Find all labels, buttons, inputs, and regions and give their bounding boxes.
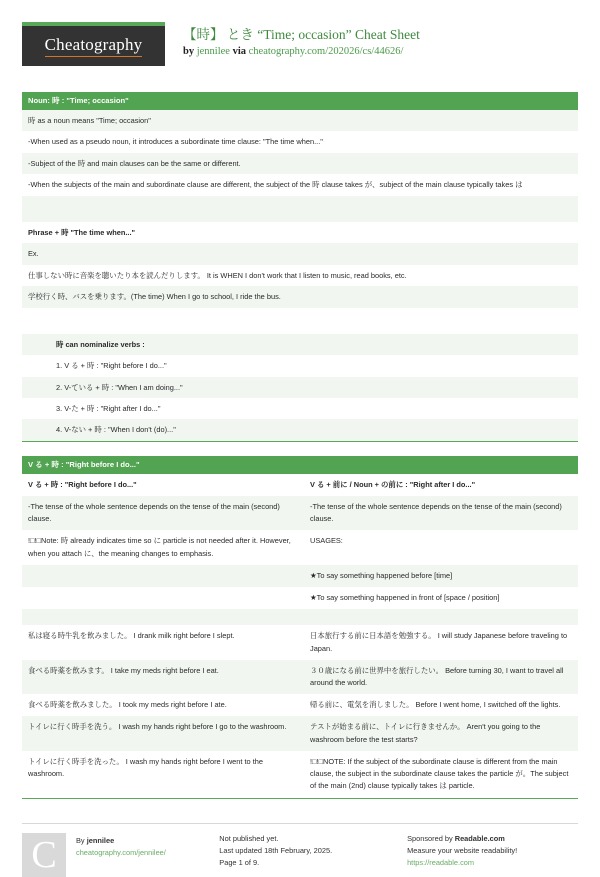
table-cell-right: USAGES:	[310, 536, 343, 546]
table-cell-right: ３０歳になる前に世界中を旅行したい。 Before turning 30, I want to travel all around the world.	[310, 665, 564, 687]
byline-via: via	[229, 46, 249, 58]
table-cell-left: -The tense of the whole sentence depends on the tense of the main (second) clause.	[28, 502, 280, 524]
table-cell-left	[22, 565, 300, 587]
section-rows	[22, 110, 578, 441]
footer-author-meta	[66, 833, 166, 877]
table-row	[22, 625, 578, 659]
page-header	[22, 22, 578, 78]
footer-by-label: By	[76, 835, 87, 845]
table-cell-left	[22, 587, 300, 609]
table-cell-left: トイレに行く時手を洗う。 I wash my hands right before I go to the washroom.	[28, 722, 287, 732]
content-row: -When the subjects of the main and subordinate clause are different, the subject of the 時 clause takes が、subject of the main clause typically takes は	[22, 174, 578, 195]
content-row-heading: 時 can nominalize verbs :	[22, 334, 578, 355]
sponsor-prefix: Sponsored by	[407, 833, 455, 843]
table-cell-right: ★To say something happened before [time]	[310, 570, 453, 580]
content-row: 3. V-た + 時 : "Right after I do..."	[22, 398, 578, 419]
table-cell-right: V る + 前に / Noun + の前に : "Right after I do..."	[310, 479, 476, 489]
source-url-link[interactable]: cheatography.com/202026/cs/44626/	[248, 46, 404, 58]
spacer-row	[22, 609, 578, 625]
footer-author-name: jennilee	[86, 835, 115, 845]
table-cell-left: V る + 時 : "Right before I do..."	[28, 479, 137, 489]
footer-sponsor-column	[393, 823, 578, 877]
table-row	[22, 716, 578, 750]
content-row: 学校行く時、バスを乗ります。(The time) When I go to school, I ride the bus.	[22, 286, 578, 307]
sponsor-name: Readable.com	[454, 833, 505, 843]
cheatography-logo[interactable]	[22, 22, 165, 66]
section-noun-toki	[22, 92, 578, 442]
content-row: -When used as a pseudo noun, it introduces a subordinate time clause: "The time when..."	[22, 131, 578, 152]
table-row	[22, 694, 578, 716]
table-row	[22, 751, 578, 798]
footer-author-column	[22, 823, 205, 877]
table-row	[22, 587, 578, 609]
table-cell-left: 食べる時薬を飲みました。 I took my meds right before I ate.	[28, 700, 227, 710]
content-row: 時 as a noun means "Time; occasion"	[22, 110, 578, 131]
cheatography-logo-text: Cheatography	[45, 35, 143, 57]
table-row	[22, 496, 578, 530]
publish-status: Not published yet.	[219, 833, 279, 843]
spacer-row	[22, 196, 578, 222]
sponsor-link[interactable]: https://readable.com	[407, 857, 475, 867]
sponsor-line	[407, 833, 578, 845]
sponsor-tagline: Measure your website readability!	[407, 845, 518, 855]
table-cell-left: トイレに行く時手を洗った。 I wash my hands right before I went to the washroom.	[28, 756, 263, 779]
table-cell-right	[300, 609, 578, 625]
author-link[interactable]: jennilee	[196, 46, 230, 58]
content-row: -Subject of the 時 and main clauses can be the same or different.	[22, 153, 578, 174]
byline-prefix: by	[183, 46, 197, 58]
content-row: 4. V-ない + 時 : "When I don't (do)..."	[22, 419, 578, 440]
section-vru-toki	[22, 456, 578, 799]
table-cell-left: 食べる時薬を飲みます。 I take my meds right before I eat.	[28, 665, 219, 675]
content-row: 2. V-ている + 時 : "When I am doing..."	[22, 377, 578, 398]
section-two-column-table	[22, 474, 578, 798]
last-updated: Last updated 18th February, 2025.	[219, 845, 333, 855]
table-cell-right: テストが始まる前に、トイレに行きませんか。 Aren't you going to the washroom before the test starts?	[310, 722, 541, 744]
content-row: 1. V る + 時 : "Right before I do..."	[22, 355, 578, 376]
table-cell-left: 私は寝る時牛乳を飲みました。 I drank milk right before I slept.	[28, 631, 235, 641]
table-row	[22, 660, 578, 694]
footer-by-line	[76, 835, 166, 847]
table-cell-right: !□!□NOTE: If the subject of the subordinate clause is different from the main clause, the subject in the subordinate clause takes the particle が。The subject of the main (2nd) clause typically takes は particle.	[310, 756, 569, 791]
table-row	[22, 565, 578, 587]
table-row	[22, 530, 578, 564]
page-number: Page 1 of 9.	[219, 857, 260, 867]
byline	[183, 46, 420, 57]
table-cell-right: ★To say something happened in front of [space / position]	[310, 593, 500, 603]
page-title: 【時】 とき “Time; occasion” Cheat Sheet	[183, 27, 420, 42]
table-row	[22, 474, 578, 496]
table-cell-right: -The tense of the whole sentence depends on the tense of the main (second) clause.	[310, 502, 562, 524]
section-title: V る + 時 : "Right before I do..."	[22, 456, 578, 474]
page-footer	[22, 813, 578, 877]
cheatography-c-icon: C	[22, 833, 66, 877]
content-row: 仕事しない時に音楽を聴いたり本を読んだりします。 It is WHEN I don't work that I listen to music, read books, etc.	[22, 265, 578, 286]
footer-author-link[interactable]: cheatography.com/jennilee/	[76, 847, 166, 857]
table-cell-left: !□!□Note: 時 already indicates time so に particle is not needed after it. However, when you attach に、the meaning changes to emphasis.	[28, 536, 291, 558]
title-block	[183, 22, 420, 57]
table-cell-right: 日本旅行する前に日本語を勉強する。 I will study Japanese before traveling to Japan.	[310, 631, 568, 653]
content-row: Ex.	[22, 243, 578, 264]
spacer-row	[22, 308, 578, 334]
table-cell-left	[22, 609, 300, 625]
section-title: Noun: 時 : "Time; occasion"	[22, 92, 578, 110]
table-cell-right: 帰る前に、電気を消しました。 Before I went home, I switched off the lights.	[310, 700, 561, 710]
footer-publish-column	[205, 823, 393, 877]
content-row-heading: Phrase + 時 "The time when..."	[22, 222, 578, 243]
